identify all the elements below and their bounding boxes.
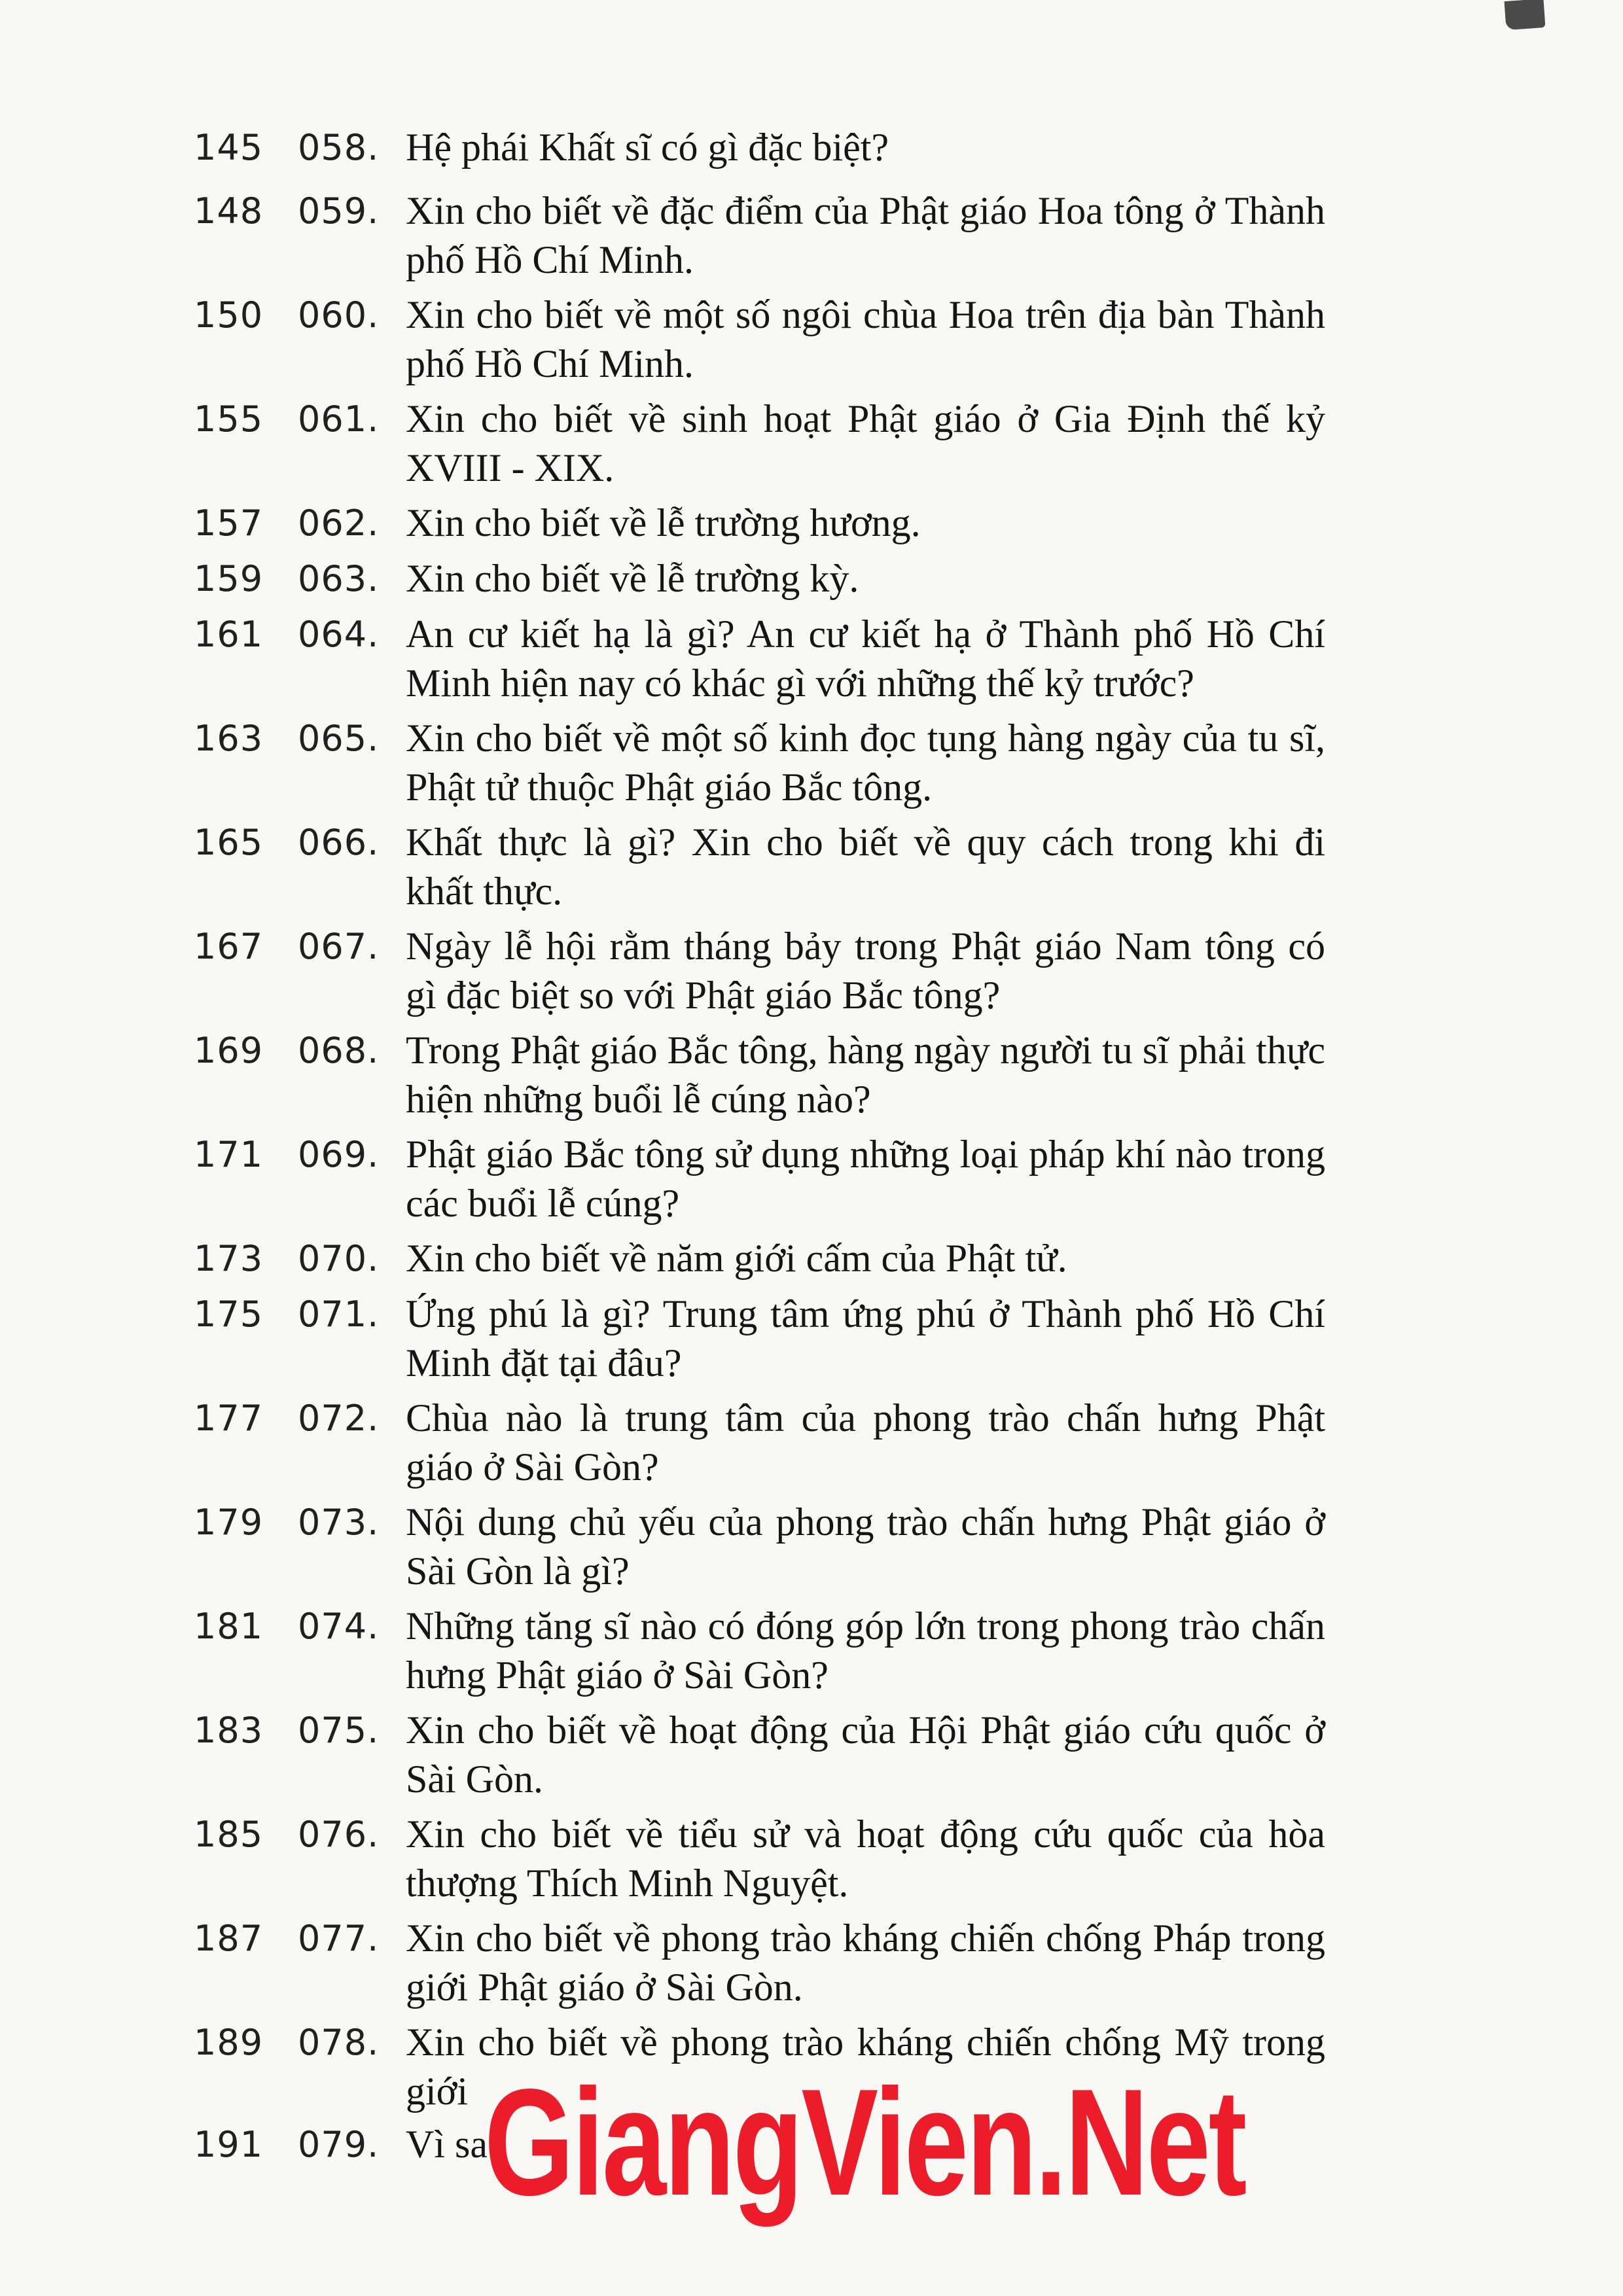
question-text: Xin cho biết về hoạt động của Hội Phật giáo cứu quốc ở Sài Gòn.	[406, 1708, 1325, 1801]
question-number: 078.	[298, 2022, 380, 2063]
question-number: 063.	[298, 558, 380, 599]
page-number: 145	[194, 127, 264, 168]
question-text: Xin cho biết về phong trào kháng chiến chống Mỹ trong giới	[406, 2021, 1325, 2113]
question-number: 077.	[298, 1918, 380, 1959]
page-number: 177	[194, 1398, 264, 1439]
page-number: 187	[194, 1918, 264, 1959]
question-number: 072.	[298, 1398, 380, 1439]
question-number: 059.	[298, 190, 380, 232]
question-text: Xin cho biết về một số ngôi chùa Hoa trên địa bàn Thành phố Hồ Chí Minh.	[406, 293, 1325, 385]
question-number: 065.	[298, 718, 380, 759]
page-number: 157	[194, 503, 264, 544]
question-text: Trong Phật giáo Bắc tông, hàng ngày người tu sĩ phải thực hiện những buổi lễ cúng nào?	[406, 1029, 1325, 1121]
question-text: Xin cho biết về lễ trường kỳ.	[406, 557, 859, 600]
question-number: 069.	[298, 1134, 380, 1175]
page-number: 185	[194, 1814, 264, 1855]
question-number: 076.	[298, 1814, 380, 1855]
page-number: 175	[194, 1294, 264, 1335]
page-number: 173	[194, 1238, 264, 1279]
page-number: 150	[194, 294, 264, 336]
page-number: 191	[194, 2124, 264, 2165]
question-number: 060.	[298, 294, 380, 336]
page-number: 169	[194, 1030, 264, 1071]
page-number: 171	[194, 1134, 264, 1175]
question-number: 064.	[298, 614, 380, 655]
question-number: 066.	[298, 822, 380, 863]
page-number: 181	[194, 1606, 264, 1647]
question-text: Vì sa	[406, 2123, 488, 2166]
page-number: 165	[194, 822, 264, 863]
page-number: 155	[194, 398, 264, 440]
question-text: Xin cho biết về lễ trường hương.	[406, 501, 921, 544]
question-text: Khất thực là gì? Xin cho biết về quy cách trong khi đi khất thực.	[406, 821, 1325, 913]
question-number: 074.	[298, 1606, 380, 1647]
question-number: 075.	[298, 1710, 380, 1751]
question-text: Xin cho biết về năm giới cấm của Phật tử.	[406, 1237, 1067, 1280]
question-number: 070.	[298, 1238, 380, 1279]
page-number: 163	[194, 718, 264, 759]
page-number: 161	[194, 614, 264, 655]
question-text: Hệ phái Khất sĩ có gì đặc biệt?	[406, 126, 889, 169]
question-text: Xin cho biết về phong trào kháng chiến chống Pháp trong giới Phật giáo ở Sài Gòn.	[406, 1916, 1325, 2009]
question-number: 071.	[298, 1294, 380, 1335]
question-text: Xin cho biết về sinh hoạt Phật giáo ở Gia Định thế kỷ XVIII - XIX.	[406, 397, 1325, 489]
question-text: Xin cho biết về đặc điểm của Phật giáo Hoa tông ở Thành phố Hồ Chí Minh.	[406, 189, 1325, 281]
question-number: 061.	[298, 398, 380, 440]
page-number: 179	[194, 1502, 264, 1543]
question-text: Chùa nào là trung tâm của phong trào chấn hưng Phật giáo ở Sài Gòn?	[406, 1396, 1325, 1489]
question-number: 067.	[298, 926, 380, 967]
question-text: Ngày lễ hội rằm tháng bảy trong Phật giáo Nam tông có gì đặc biệt so với Phật giáo Bắc tông?	[406, 925, 1325, 1017]
page-number: 148	[194, 190, 264, 232]
question-text: Phật giáo Bắc tông sử dụng những loại pháp khí nào trong các buổi lễ cúng?	[406, 1133, 1325, 1225]
scan-corner-mark	[1505, 0, 1546, 30]
question-text: An cư kiết hạ là gì? An cư kiết hạ ở Thành phố Hồ Chí Minh hiện nay có khác gì với những thế kỷ trước?	[406, 612, 1325, 705]
page-number: 167	[194, 926, 264, 967]
question-number: 058.	[298, 127, 380, 168]
page-number: 159	[194, 558, 264, 599]
question-text: Nội dung chủ yếu của phong trào chấn hưng Phật giáo ở Sài Gòn là gì?	[406, 1500, 1325, 1593]
question-number: 068.	[298, 1030, 380, 1071]
question-number: 079.	[298, 2124, 380, 2165]
page-number: 189	[194, 2022, 264, 2063]
question-text: Ứng phú là gì? Trung tâm ứng phú ở Thành phố Hồ Chí Minh đặt tại đâu?	[406, 1292, 1325, 1385]
question-number: 073.	[298, 1502, 380, 1543]
page-number: 183	[194, 1710, 264, 1751]
question-number: 062.	[298, 503, 380, 544]
question-text: Xin cho biết về tiểu sử và hoạt động cứu quốc của hòa thượng Thích Minh Nguyệt.	[406, 1812, 1325, 1905]
question-text: Xin cho biết về một số kinh đọc tụng hàng ngày của tu sĩ, Phật tử thuộc Phật giáo Bắc tông.	[406, 716, 1325, 809]
watermark-text: GiangVien.Net	[484, 2058, 1245, 2227]
question-text: Những tăng sĩ nào có đóng góp lớn trong phong trào chấn hưng Phật giáo ở Sài Gòn?	[406, 1604, 1325, 1697]
